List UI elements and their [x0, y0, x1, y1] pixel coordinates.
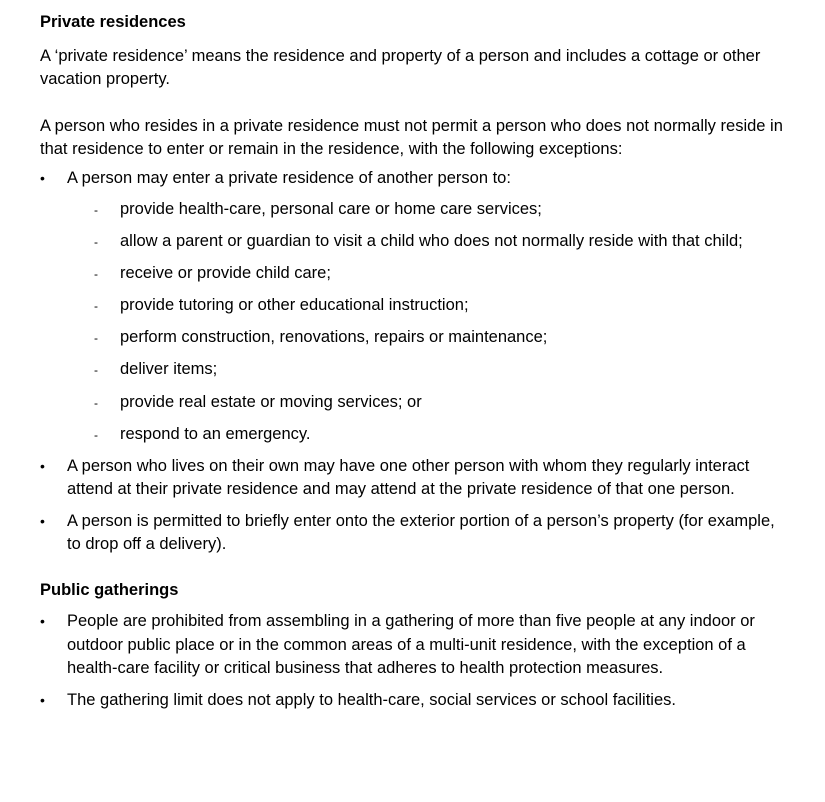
sub-list-item-text: receive or provide child care; — [120, 264, 331, 283]
bullet-marker: • — [40, 691, 45, 708]
dash-marker: - — [94, 203, 98, 217]
sub-list-item-text: provide health-care, personal care or home care services; — [120, 200, 542, 218]
list-item-text: A person who lives on their own may have one other person with whom they regularly interact attend at their private residence and may attend at the private residence of that one person. — [67, 456, 750, 499]
bullet-marker: • — [40, 512, 45, 529]
list-item — [40, 167, 790, 447]
public-bullet-list — [40, 610, 790, 712]
bullet-marker: • — [40, 457, 45, 474]
list-item-text: People are prohibited from assembling in a gathering of more than five people at any indoor or outdoor public place or in the common areas of a multi-unit residence, with the exception of a health-care facility or critical business that adheres to health protection measures. — [67, 612, 755, 678]
sub-list-item — [67, 294, 790, 318]
sub-list-item — [67, 391, 790, 415]
exception-sub-list — [67, 198, 790, 446]
sub-list-item-text: provide tutoring or other educational instruction; — [120, 296, 469, 315]
dash-marker: - — [94, 299, 98, 314]
sub-list-item — [67, 198, 790, 222]
list-item — [40, 610, 790, 681]
heading-private-residences: Private residences — [40, 13, 186, 31]
sub-list-item — [67, 262, 790, 286]
heading-public-gatherings: Public gatherings — [40, 580, 179, 599]
dash-marker: - — [94, 331, 98, 346]
bullet-marker: • — [40, 169, 45, 186]
sub-list-item — [67, 230, 790, 254]
dash-marker: - — [94, 235, 98, 250]
sub-list-item — [67, 423, 790, 447]
dash-marker: - — [94, 267, 98, 282]
sub-list-item-text: provide real estate or moving services; or — [120, 392, 422, 411]
paragraph-restriction: A person who resides in a private residence must not permit a person who does not normally reside in that residence to enter or remain in the residence, with the following exceptions: — [40, 116, 783, 158]
sub-list-item — [67, 326, 790, 350]
dash-marker: - — [94, 427, 98, 442]
sub-list-item-text: allow a parent or guardian to visit a child who does not normally reside with that child; — [120, 232, 743, 251]
sub-list-item-text: perform construction, renovations, repairs or maintenance; — [120, 328, 548, 347]
list-item — [40, 689, 790, 713]
sub-list-item-text: respond to an emergency. — [120, 424, 311, 443]
list-item — [40, 455, 790, 502]
list-item-text: The gathering limit does not apply to health-care, social services or school facilities. — [67, 690, 676, 709]
private-bullet-list — [40, 167, 790, 557]
dash-marker: - — [94, 363, 98, 378]
dash-marker: - — [94, 395, 98, 410]
sub-list-item-text: deliver items; — [120, 360, 218, 379]
bullet-marker: • — [40, 613, 45, 630]
paragraph-definition: A ‘private residence’ means the residence and property of a person and includes a cottage or other vacation property. — [40, 46, 761, 88]
document — [40, 11, 790, 720]
list-item-text: A person is permitted to briefly enter onto the exterior portion of a person’s property (for example, to drop off a delivery). — [67, 511, 775, 554]
list-item — [40, 510, 790, 557]
sub-list-item — [67, 358, 790, 382]
list-item-text: A person may enter a private residence of another person to: — [67, 168, 511, 187]
